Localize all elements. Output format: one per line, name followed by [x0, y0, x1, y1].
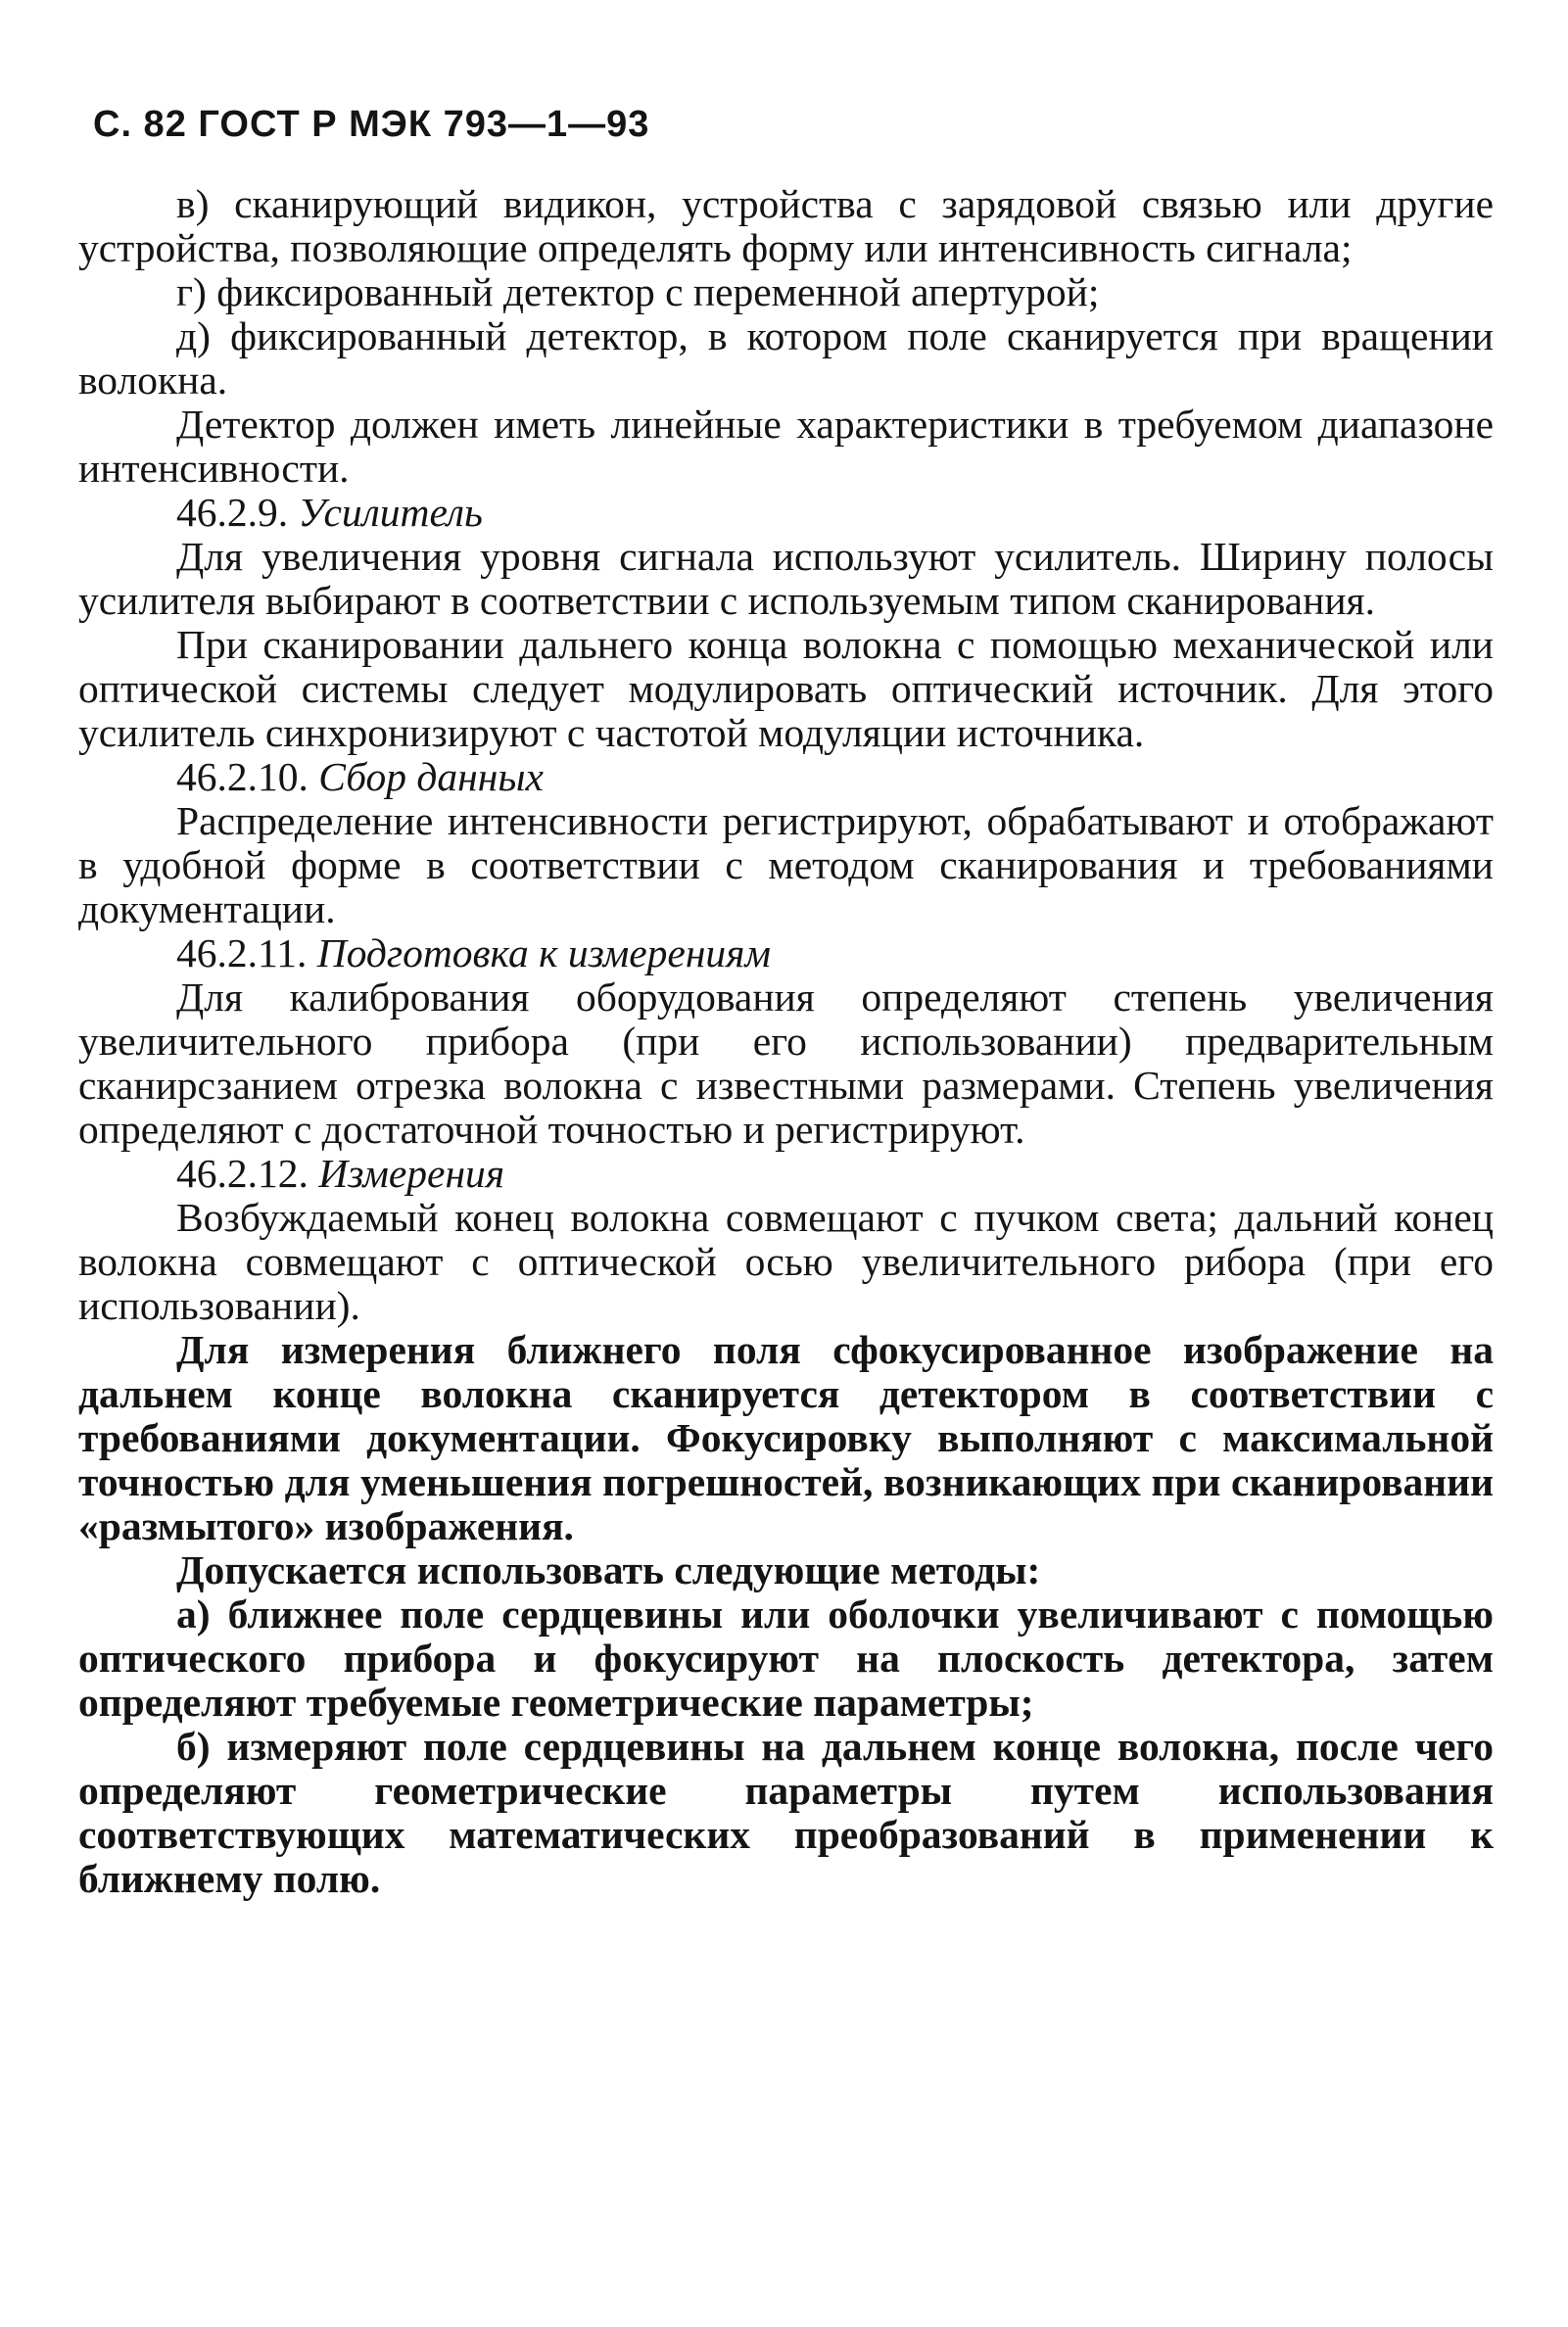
paragraph-methods-intro: Допускается использовать следующие методы: — [176, 1547, 1041, 1592]
section-title: Сбор данных — [318, 754, 544, 799]
section-number: 46.2.9. — [176, 490, 289, 535]
list-item-v: в) сканирующий видикон, устройства с зарядовой связью или другие устройства, позволяющие определять форму или интенсивность сигнала; — [78, 181, 1494, 270]
page-header: С. 82 ГОСТ Р МЭК 793—1—93 — [93, 104, 650, 145]
section-number: 46.2.11. — [176, 930, 308, 975]
list-item-d: д) фиксированный детектор, в котором поле сканируется при вращении волокна. — [78, 313, 1494, 403]
section-number: 46.2.12. — [176, 1151, 309, 1196]
paragraph-detector: Детектор должен иметь линейные характеристики в требуемом диапазоне интенсивности. — [78, 402, 1494, 491]
paragraph-data-collection: Распределение интенсивности регистрируют, обрабатывают и отображают в удобной форме в соответствии с методом сканирования и требованиями документации. — [78, 798, 1494, 931]
body-text — [78, 182, 1494, 1901]
paragraph-measurement-1: Возбуждаемый конец волокна совмещают с пучком света; дальний конец волокна совмещают с оптической осью увеличительного рибора (при его использовании). — [78, 1195, 1494, 1328]
section-heading-46-2-10 — [78, 755, 1494, 799]
section-title: Усилитель — [298, 490, 483, 535]
list-item-b: б) измеряют поле сердцевины на дальнем конце волокна, после чего определяют геометрические параметры путем использования соответствующих математических преобразований в применении к ближнему полю. — [78, 1724, 1494, 1901]
list-item-g: г) фиксированный детектор с переменной апертурой; — [176, 269, 1100, 314]
section-title: Подготовка к измерениям — [316, 930, 771, 975]
section-number: 46.2.10. — [176, 754, 309, 799]
paragraph-calibration: Для калибрования оборудования определяют степень увеличения увеличительного прибора (при его использовании) предварительным сканирсзанием отрезка волокна с известными размерами. Степень увеличения определяют с достаточной точностью и регистрируют. — [78, 974, 1494, 1152]
paragraph-measurement-2: Для измерения ближнего поля сфокусированное изображение на дальнем конце волокна сканируется детектором в соответствии с требованиями документации. Фокусировку выполняют с максимальной точностью для уменьшения погрешностей, возникающих при сканировании «размытого» изображения. — [78, 1327, 1494, 1548]
section-heading-46-2-12 — [78, 1152, 1494, 1196]
section-heading-46-2-9 — [78, 491, 1494, 535]
list-item-a: а) ближнее поле сердцевины или оболочки увеличивают с помощью оптического прибора и фокусируют на плоскость детектора, затем определяют требуемые геометрические параметры; — [78, 1591, 1494, 1725]
paragraph-amplifier-2: При сканировании дальнего конца волокна с помощью механической или оптической системы следует модулировать оптический источник. Для этого усилитель синхронизируют с частотой модуляции источника. — [78, 622, 1494, 755]
paragraph-amplifier-1: Для увеличения уровня сигнала используют усилитель. Ширину полосы усилителя выбирают в соответствии с используемым типом сканирования. — [78, 534, 1494, 623]
section-title: Измерения — [318, 1151, 505, 1196]
section-heading-46-2-11 — [78, 931, 1494, 975]
